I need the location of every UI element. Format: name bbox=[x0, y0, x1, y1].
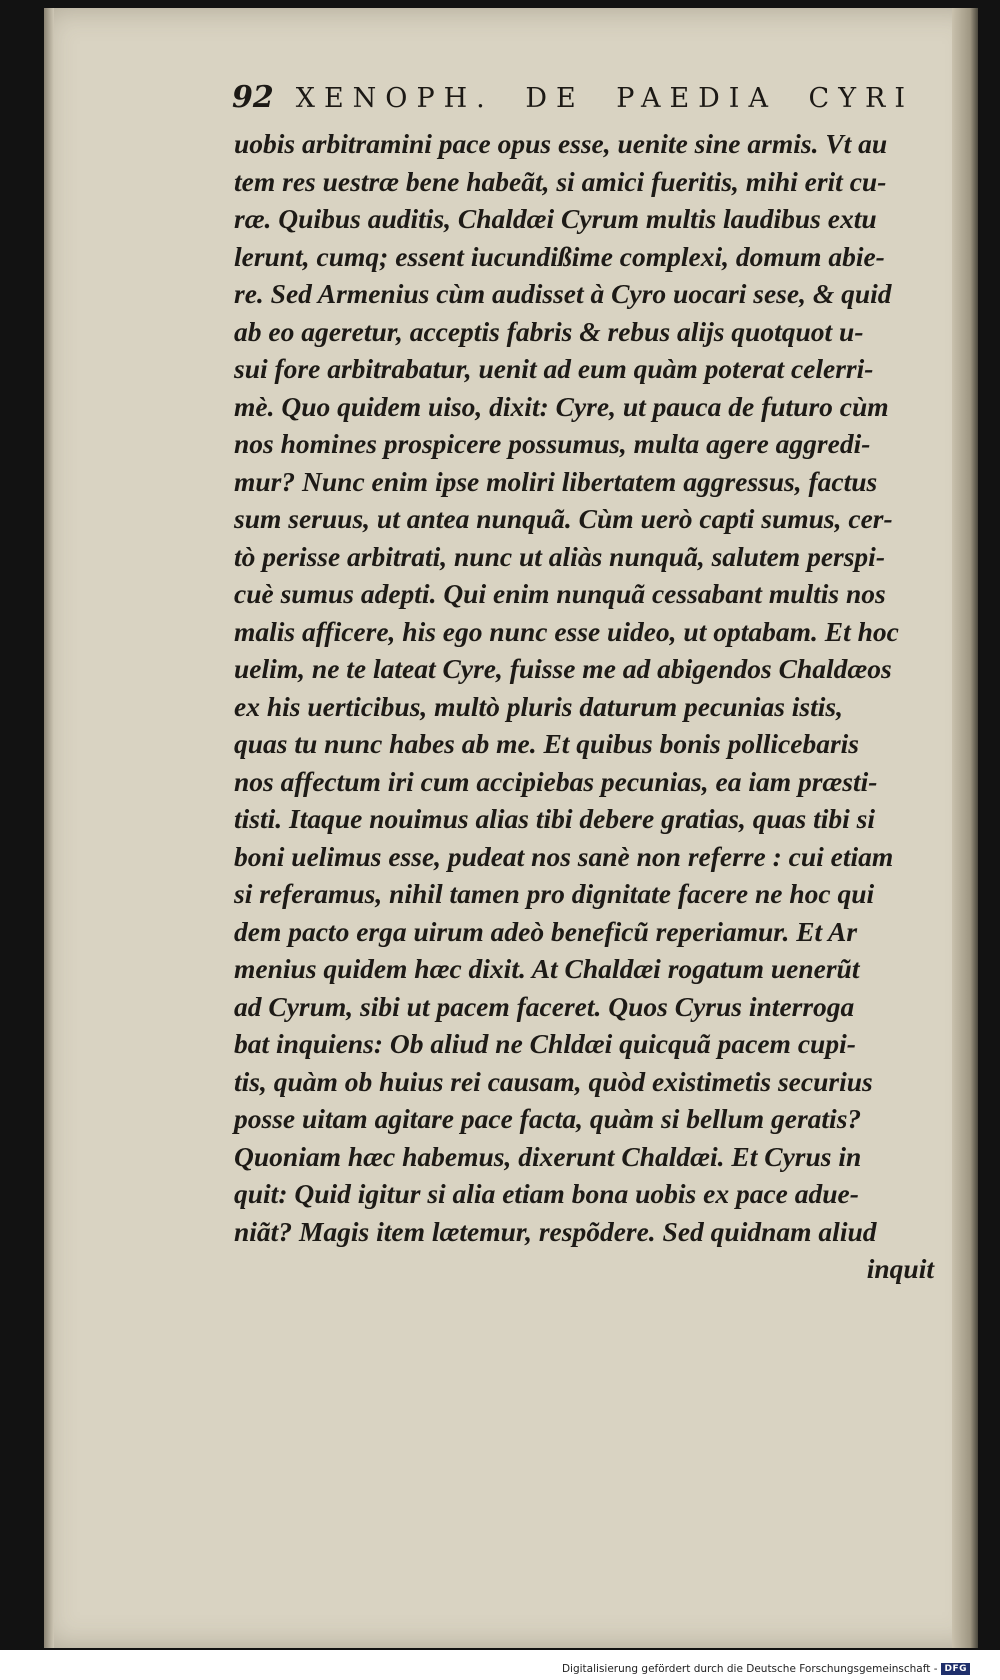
digitization-credit bbox=[562, 1663, 970, 1675]
text-line: malis afficere, his ego nunc esse uideo, ut optabam. Et hoc bbox=[234, 615, 899, 647]
text-line: ex his uerticibus, multò pluris daturum pecunias istis, bbox=[234, 690, 843, 722]
text-line: menius quidem hæc dixit. At Chaldæi rogatum uenerũt bbox=[234, 953, 860, 984]
text-line: ab eo ageretur, acceptis fabris & rebus alijs quotquot u- bbox=[234, 315, 864, 347]
body-text bbox=[234, 125, 934, 1288]
text-line: Quoniam hæc habemus, dixerunt Chaldæi. Et Cyrus in bbox=[234, 1140, 862, 1172]
text-line: tem res uestræ bene habeãt, si amici fueritis, mihi erit cu- bbox=[234, 165, 887, 197]
page-number: 92 bbox=[232, 80, 274, 115]
text-line: uelim, ne te lateat Cyre, fuisse me ad abigendos Chaldæos bbox=[234, 653, 892, 684]
text-line: nos affectum iri cum accipiebas pecunias, ea iam præsti- bbox=[234, 765, 878, 797]
text-line: bat inquiens: Ob aliud ne Chldæi quicquã pacem cupi- bbox=[234, 1028, 856, 1059]
running-title: XENOPH. DE PAEDIA CYRI bbox=[295, 83, 915, 114]
dfg-logo: DFG bbox=[941, 1663, 970, 1675]
text-line: cuè sumus adepti. Qui enim nunquã cessabant multis nos bbox=[234, 578, 886, 609]
text-line: mur? Nunc enim ipse moliri libertatem aggressus, factus bbox=[234, 465, 878, 497]
text-line: dem pacto erga uirum adeò beneficũ reperiamur. Et Ar bbox=[234, 915, 858, 947]
text-line: tisti. Itaque nouimus alias tibi debere gratias, quas tibi si bbox=[234, 803, 876, 834]
page-gutter-shadow bbox=[44, 8, 54, 1648]
text-line: mè. Quo quidem uiso, dixit: Cyre, ut pauca de futuro cùm bbox=[234, 390, 889, 422]
text-line: ræ. Quibus auditis, Chaldæi Cyrum multis laudibus extu bbox=[234, 203, 877, 234]
text-line: posse uitam agitare pace facta, quàm si bellum geratis? bbox=[234, 1103, 862, 1134]
catchword: inquit bbox=[866, 1253, 934, 1284]
text-line: tis, quàm ob huius rei causam, quòd existimetis securius bbox=[234, 1065, 873, 1097]
text-line: boni uelimus esse, pudeat nos sanè non referre : cui etiam bbox=[234, 840, 894, 872]
text-line: uobis arbitramini pace opus esse, uenite sine armis. Vt au bbox=[234, 128, 888, 159]
text-line: sum seruus, ut antea nunquã. Cùm uerò capti sumus, cer- bbox=[234, 503, 893, 534]
text-line: tò perisse arbitrati, nunc ut aliàs nunquã, salutem perspi- bbox=[234, 540, 885, 572]
text-line: quas tu nunc habes ab me. Et quibus bonis pollicebaris bbox=[234, 728, 859, 759]
text-line: ad Cyrum, sibi ut pacem faceret. Quos Cyrus interroga bbox=[234, 990, 855, 1022]
text-line: niãt? Magis item lætemur, respõdere. Sed quidnam aliud bbox=[234, 1215, 877, 1247]
page-edge-shadow bbox=[952, 8, 978, 1648]
text-line: re. Sed Armenius cùm audisset à Cyro uocari sese, & quid bbox=[234, 278, 892, 309]
text-line: sui fore arbitrabatur, uenit ad eum quàm poterat celerri- bbox=[234, 353, 874, 384]
text-line: quit: Quid igitur si alia etiam bona uobis ex pace adue- bbox=[234, 1178, 859, 1209]
text-line: nos homines prospicere possumus, multa agere aggredi- bbox=[234, 428, 871, 459]
running-head bbox=[232, 80, 922, 115]
credit-text: Digitalisierung gefördert durch die Deutsche Forschungsgemeinschaft - bbox=[561, 1663, 938, 1675]
text-line: lerunt, cumq; essent iucundißime complexi, domum abie- bbox=[234, 240, 885, 272]
text-line: si referamus, nihil tamen pro dignitate facere ne hoc qui bbox=[234, 878, 875, 909]
